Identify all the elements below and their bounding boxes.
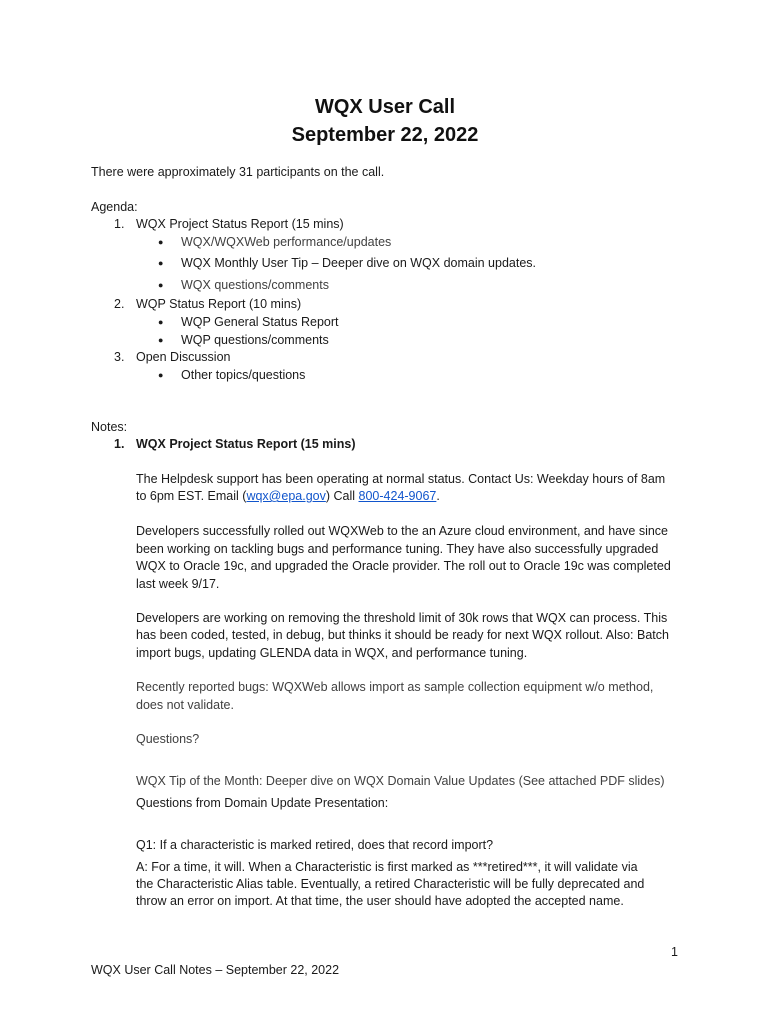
bugs-paragraph-line: does not validate.	[136, 698, 234, 712]
question-1: Q1: If a characteristic is marked retired, does that record import?	[136, 838, 494, 852]
footer-text: WQX User Call Notes – September 22, 2022	[91, 963, 340, 977]
bullet-icon: ●	[158, 370, 164, 380]
agenda-subitem: WQP General Status Report	[181, 315, 339, 329]
helpdesk-mid: ) Call	[325, 489, 359, 503]
helpdesk-line: The Helpdesk support has been operating at normal status. Contact Us: Weekday hours of 8am	[136, 472, 666, 486]
document-title: WQX User Call	[314, 96, 456, 118]
agenda-subitem: WQX Monthly User Tip – Deeper dive on WQX domain updates.	[181, 256, 537, 270]
bugs-paragraph-line: Recently reported bugs: WQXWeb allows import as sample collection equipment w/o method,	[136, 680, 654, 694]
helpdesk-prefix: to 6pm EST. Email (	[136, 489, 247, 503]
notes-section-heading: WQX Project Status Report (15 mins)	[136, 437, 356, 451]
agenda-item-number: 2.	[114, 297, 125, 311]
helpdesk-end: .	[436, 489, 440, 503]
participants-text: There were approximately 31 participants on the call.	[91, 165, 385, 179]
threshold-paragraph-line: has been coded, tested, in debug, but thinks it should be ready for next WQX rollout. Also: Batch	[136, 628, 669, 642]
agenda-item-number: 3.	[114, 350, 125, 364]
answer-1-line: the Characteristic Alias table. Eventually, a retired Characteristic will be fully deprecated and	[136, 877, 645, 891]
bullet-icon: ●	[158, 317, 164, 327]
agenda-item-label: WQX Project Status Report (15 mins)	[136, 217, 344, 231]
developers-paragraph-line: last week 9/17.	[136, 577, 220, 591]
developers-paragraph-line: WQX to Oracle 19c, and upgraded the Oracle provider. The roll out to Oracle 19c was completed	[136, 559, 671, 573]
phone-link[interactable]: 800-424-9067	[358, 489, 437, 503]
domain-questions-label: Questions from Domain Update Presentation:	[136, 796, 389, 810]
answer-1-line: throw an error on import. At that time, the user should have adopted the accepted name.	[136, 894, 624, 908]
agenda-item-label: Open Discussion	[136, 350, 231, 364]
page-number: 1	[671, 945, 678, 959]
tip-of-month-text: WQX Tip of the Month: Deeper dive on WQX Domain Value Updates (See attached PDF slides)	[136, 774, 665, 788]
threshold-paragraph-line: import bugs, updating GLENDA data in WQX, and performance tuning.	[136, 646, 528, 660]
bullet-icon: ●	[158, 237, 164, 247]
email-link[interactable]: wqx@epa.gov	[246, 489, 326, 503]
agenda-subitem: WQX questions/comments	[181, 278, 329, 292]
agenda-label: Agenda:	[91, 200, 138, 214]
helpdesk-contact-line	[136, 488, 440, 505]
notes-label: Notes:	[91, 420, 128, 434]
agenda-subitem: Other topics/questions	[181, 368, 306, 382]
developers-paragraph-line: Developers successfully rolled out WQXWeb to the an Azure cloud environment, and have since	[136, 524, 668, 538]
agenda-item-label: WQP Status Report (10 mins)	[136, 297, 302, 311]
agenda-item-number: 1.	[114, 217, 125, 231]
bullet-icon: ●	[158, 280, 164, 290]
bullet-icon: ●	[158, 258, 164, 268]
questions-text: Questions?	[136, 732, 200, 746]
threshold-paragraph-line: Developers are working on removing the threshold limit of 30k rows that WQX can process. This	[136, 611, 668, 625]
developers-paragraph-line: been working on tackling bugs and performance tuning. They have also successfully upgraded	[136, 542, 659, 556]
agenda-subitem: WQP questions/comments	[181, 333, 329, 347]
answer-1-line: A: For a time, it will. When a Characteristic is first marked as ***retired***, it will validate via	[136, 860, 638, 874]
document-date: September 22, 2022	[291, 124, 479, 146]
agenda-subitem: WQX/WQXWeb performance/updates	[181, 235, 392, 249]
bullet-icon: ●	[158, 335, 164, 345]
notes-section-number: 1.	[114, 437, 125, 451]
